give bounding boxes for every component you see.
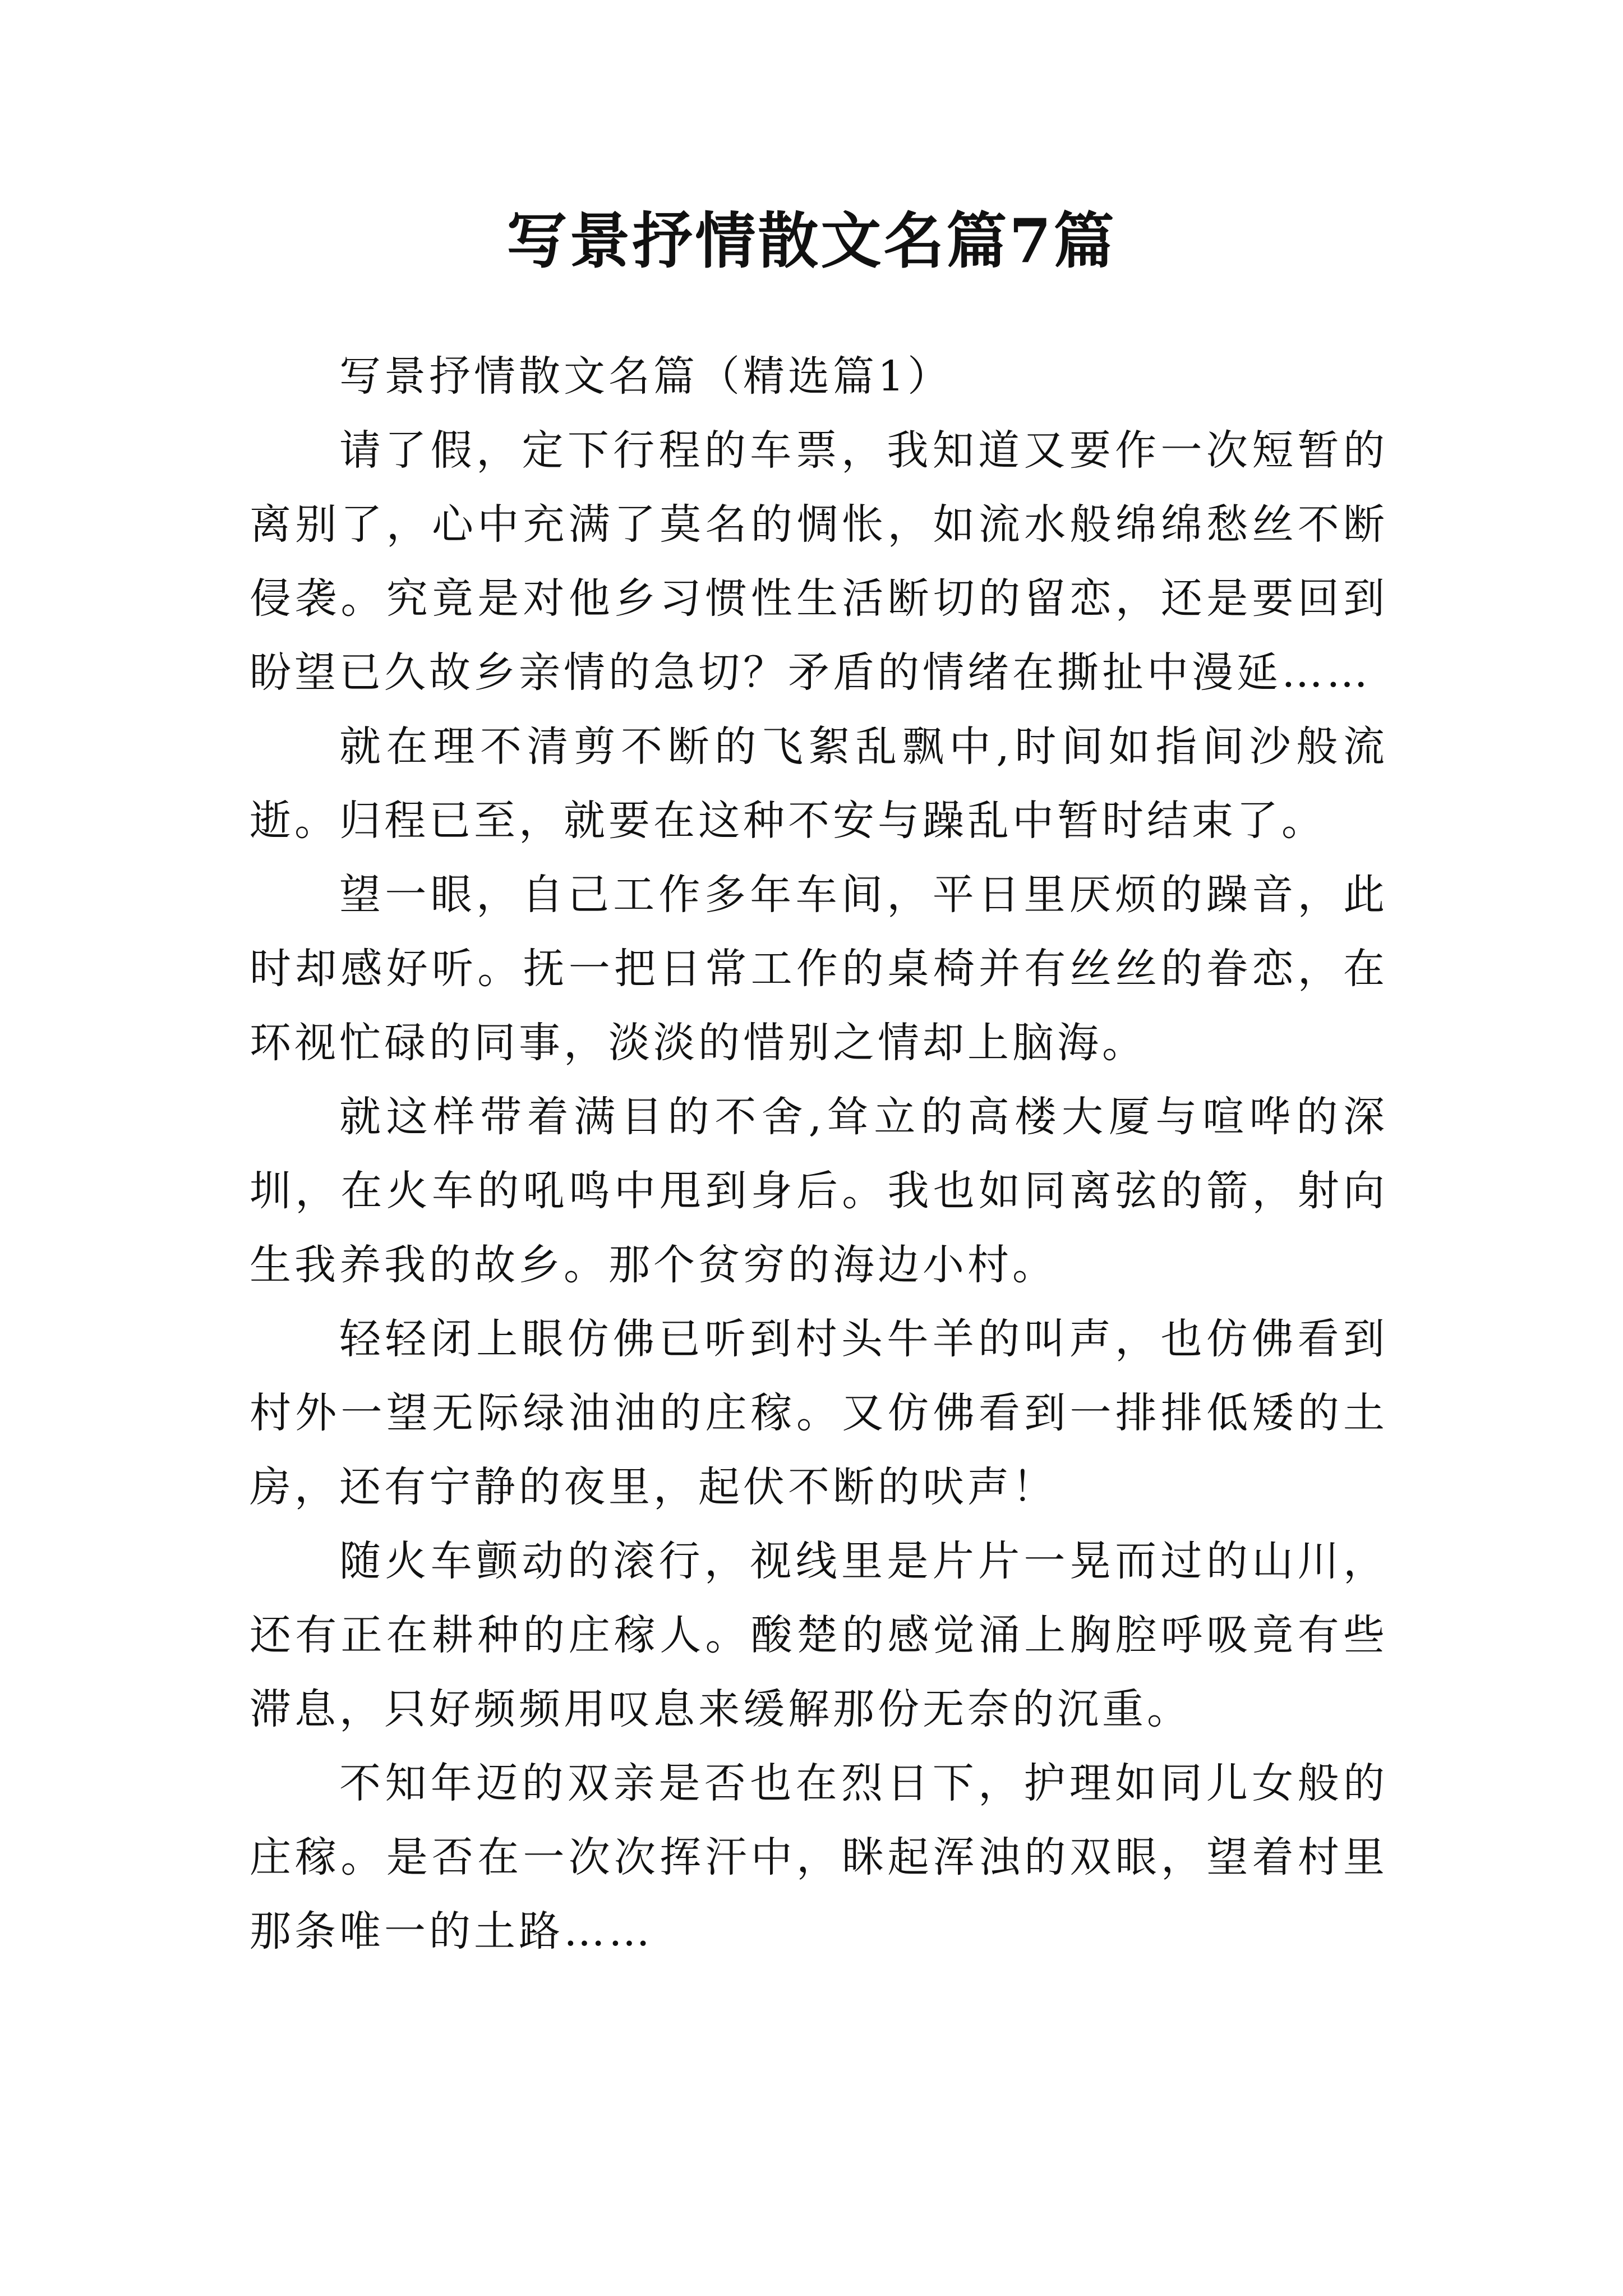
paragraph: 就这样带着满目的不舍,耸立的高楼大厦与喧哗的深圳，在火车的吼鸣中甩到身后。我也如同离弦的箭，射向生我养我的故乡。那个贫穷的海边小村。 — [250, 1093, 1388, 1289]
paragraph: 不知年迈的双亲是否也在烈日下，护理如同儿女般的庄稼。是否在一次次挥汗中，眯起浑浊的双眼，望着村里那条唯一的土路…… — [250, 1759, 1388, 1955]
document-title: 写景抒情散文名篇7篇 — [506, 206, 1117, 277]
paragraph: 轻轻闭上眼仿佛已听到村头牛羊的叫声，也仿佛看到村外一望无际绿油油的庄稼。又仿佛看到一排排低矮的土房，还有宁静的夜里，起伏不断的吠声！ — [250, 1315, 1388, 1511]
paragraph: 就在理不清剪不断的飞絮乱飘中,时间如指间沙般流逝。归程已至，就要在这种不安与躁乱中暂时结束了。 — [250, 723, 1388, 845]
paragraph: 望一眼，自己工作多年车间，平日里厌烦的躁音，此时却感好听。抚一把日常工作的桌椅并有丝丝的眷恋，在环视忙碌的同事，淡淡的惜别之情却上脑海。 — [250, 871, 1388, 1067]
paragraph: 请了假，定下行程的车票，我知道又要作一次短暂的离别了，心中充满了莫名的惆怅，如流水般绵绵愁丝不断侵袭。究竟是对他乡习惯性生活断切的留恋，还是要回到盼望已久故乡亲情的急切？矛盾的情绪在撕扯中漫延…… — [250, 426, 1388, 697]
paragraph: 随火车颤动的滚行，视线里是片片一晃而过的山川，还有正在耕种的庄稼人。酸楚的感觉涌上胸腔呼吸竟有些滞息，只好频频用叹息来缓解那份无奈的沉重。 — [250, 1537, 1388, 1733]
document-body — [250, 339, 1388, 1968]
section-heading: 写景抒情散文名篇（精选篇1） — [339, 352, 953, 401]
